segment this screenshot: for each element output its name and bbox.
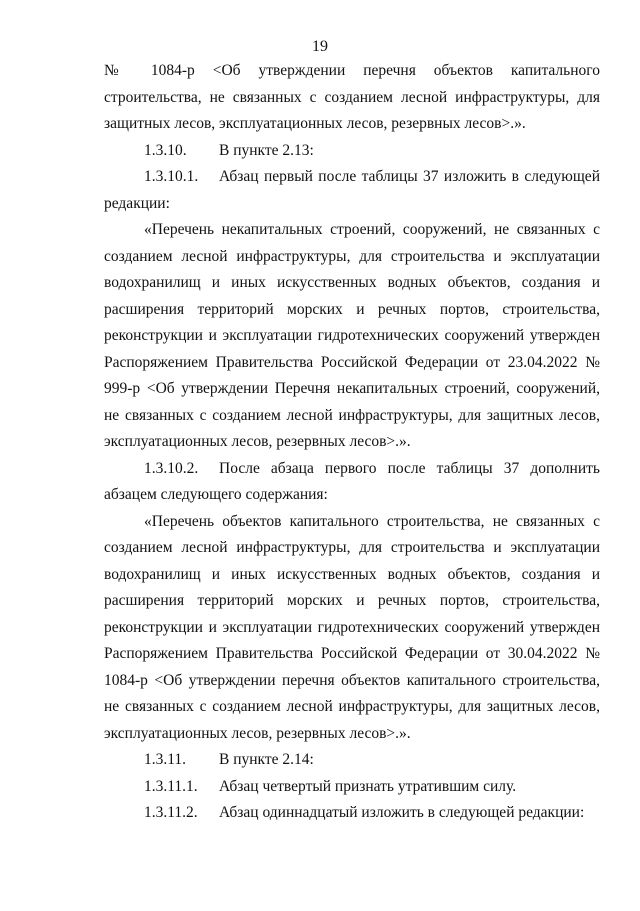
document-body: [104, 58, 600, 827]
clause-number: 1.3.10.1.: [144, 168, 199, 185]
clause-text: Абзац одиннадцатый изложить в следующей редакции:: [219, 804, 585, 821]
paragraph-continuation: № 1084-р <Об утверждении перечня объектов капитального строительства, не связанных с созданием лесной инфраструктуры, для защитных лесов, эксплуатационных лесов, резервных лесов>.».: [104, 62, 600, 132]
clause-number: 1.3.10.2.: [144, 459, 199, 477]
clause-number: 1.3.11.1.: [144, 777, 198, 795]
clause-1-3-10: [104, 138, 600, 165]
quoted-paragraph-noncapital: «Перечень некапитальных строений, сооружений, не связанных с созданием лесной инфраструктуры, для строительства и эксплуатации водохранилищ и иных искусственных водных объектов, создания и расширения территорий морских и речных портов, строительства, реконструкции и эксплуатации гидротехнических сооружений утвержден Распоряжением Правительства Российской Федерации от 23.04.2022 № 999-р <Об утверждении Перечня некапитальных строений, сооружений, не связанных с созданием лесной инфраструктуры, для защитных лесов, эксплуатационных лесов, резервных лесов>.».: [104, 221, 600, 450]
clause-text: После абзаца первого после таблицы 37 дополнить абзацем следующего содержания:: [104, 459, 600, 503]
clause-number: 1.3.11.2.: [144, 804, 198, 821]
clause-text: В пункте 2.14:: [219, 751, 314, 768]
clause-1-3-11: [104, 747, 600, 774]
clause-1-3-11-1: [104, 774, 600, 801]
page-number: 19: [312, 38, 328, 55]
clause-text: Абзац первый после таблицы 37 изложить в следующей редакции:: [104, 168, 600, 212]
clause-text: Абзац четвертый признать утратившим силу.: [219, 777, 517, 795]
clause-number: 1.3.11.: [144, 751, 187, 768]
clause-1-3-10-1: [104, 164, 600, 217]
clause-1-3-11-2: [104, 800, 600, 827]
clause-1-3-10-2: [104, 456, 600, 509]
clause-number: 1.3.10.: [144, 141, 187, 159]
clause-text: В пункте 2.13:: [219, 141, 314, 159]
quoted-paragraph-capital: «Перечень объектов капитального строительства, не связанных с созданием лесной инфраструктуры, для строительства и эксплуатации водохранилищ и иных искусственных водных объектов, создания и расширения территорий морских и речных портов, строительства, реконструкции и эксплуатации гидротехнических сооружений утвержден Распоряжением Правительства Российской Федерации от 30.04.2022 № 1084-р <Об утверждении перечня объектов капитального строительства, не связанных с созданием лесной инфраструктуры, для защитных лесов, эксплуатационных лесов, резервных лесов>.».: [104, 512, 600, 742]
